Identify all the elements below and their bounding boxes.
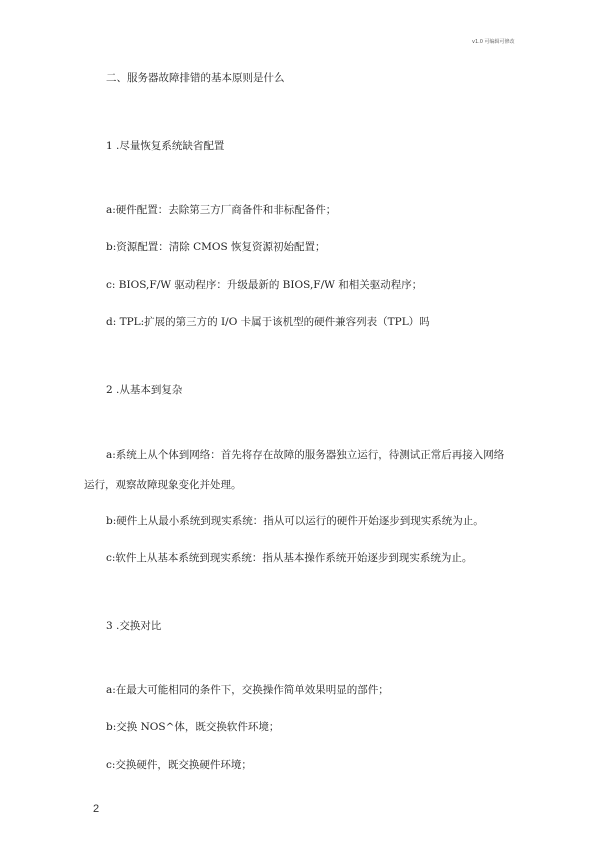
- section-1-item-a: a:硬件配置：去除第三方厂商备件和非标配备件；: [106, 204, 337, 216]
- page-number: 2: [93, 803, 100, 815]
- section-2-item-a-continued: 运行，观察故障现象变化并处理。: [84, 479, 242, 491]
- section-2-item-c: c:软件上从基本系统到现实系统：指从基本操作系统开始逐步到现实系统为止。: [106, 552, 473, 564]
- section-3-heading: 3 .交换对比: [106, 620, 162, 632]
- section-2-heading: 2 .从基本到复杂: [106, 384, 183, 396]
- section-3-item-b: b:交换 NOS^体，既交换软件环境；: [106, 721, 280, 733]
- section-2-item-b: b:硬件上从最小系统到现实系统：指从可以运行的硬件开始逐步到现实系统为止。: [106, 515, 484, 527]
- document-title: 二、服务器故障排错的基本原则是什么: [106, 72, 285, 84]
- section-1-item-d: d: TPL:扩展的第三方的 I/O 卡属于该机型的硬件兼容列表（TPL）吗: [106, 316, 430, 328]
- section-3-item-c: c:交换硬件，既交换硬件环境；: [106, 759, 252, 771]
- section-3-item-a: a:在最大可能相同的条件下，交换操作简单效果明显的部件；: [106, 684, 389, 696]
- section-2-item-a: a:系统上从个体到网络：首先将存在故障的服务器独立运行，待测试正常后再接入网络: [106, 449, 505, 461]
- section-1-item-b: b:资源配置：清除 CMOS 恢复资源初始配置；: [106, 241, 326, 253]
- section-1-item-c: c: BIOS,F/W 驱动程序：升级最新的 BIOS,F/W 和相关驱动程序；: [106, 279, 423, 291]
- section-1-heading: 1 .尽量恢复系统缺省配置: [106, 140, 225, 152]
- header-note: v1.0 可编辑可修改: [472, 39, 515, 45]
